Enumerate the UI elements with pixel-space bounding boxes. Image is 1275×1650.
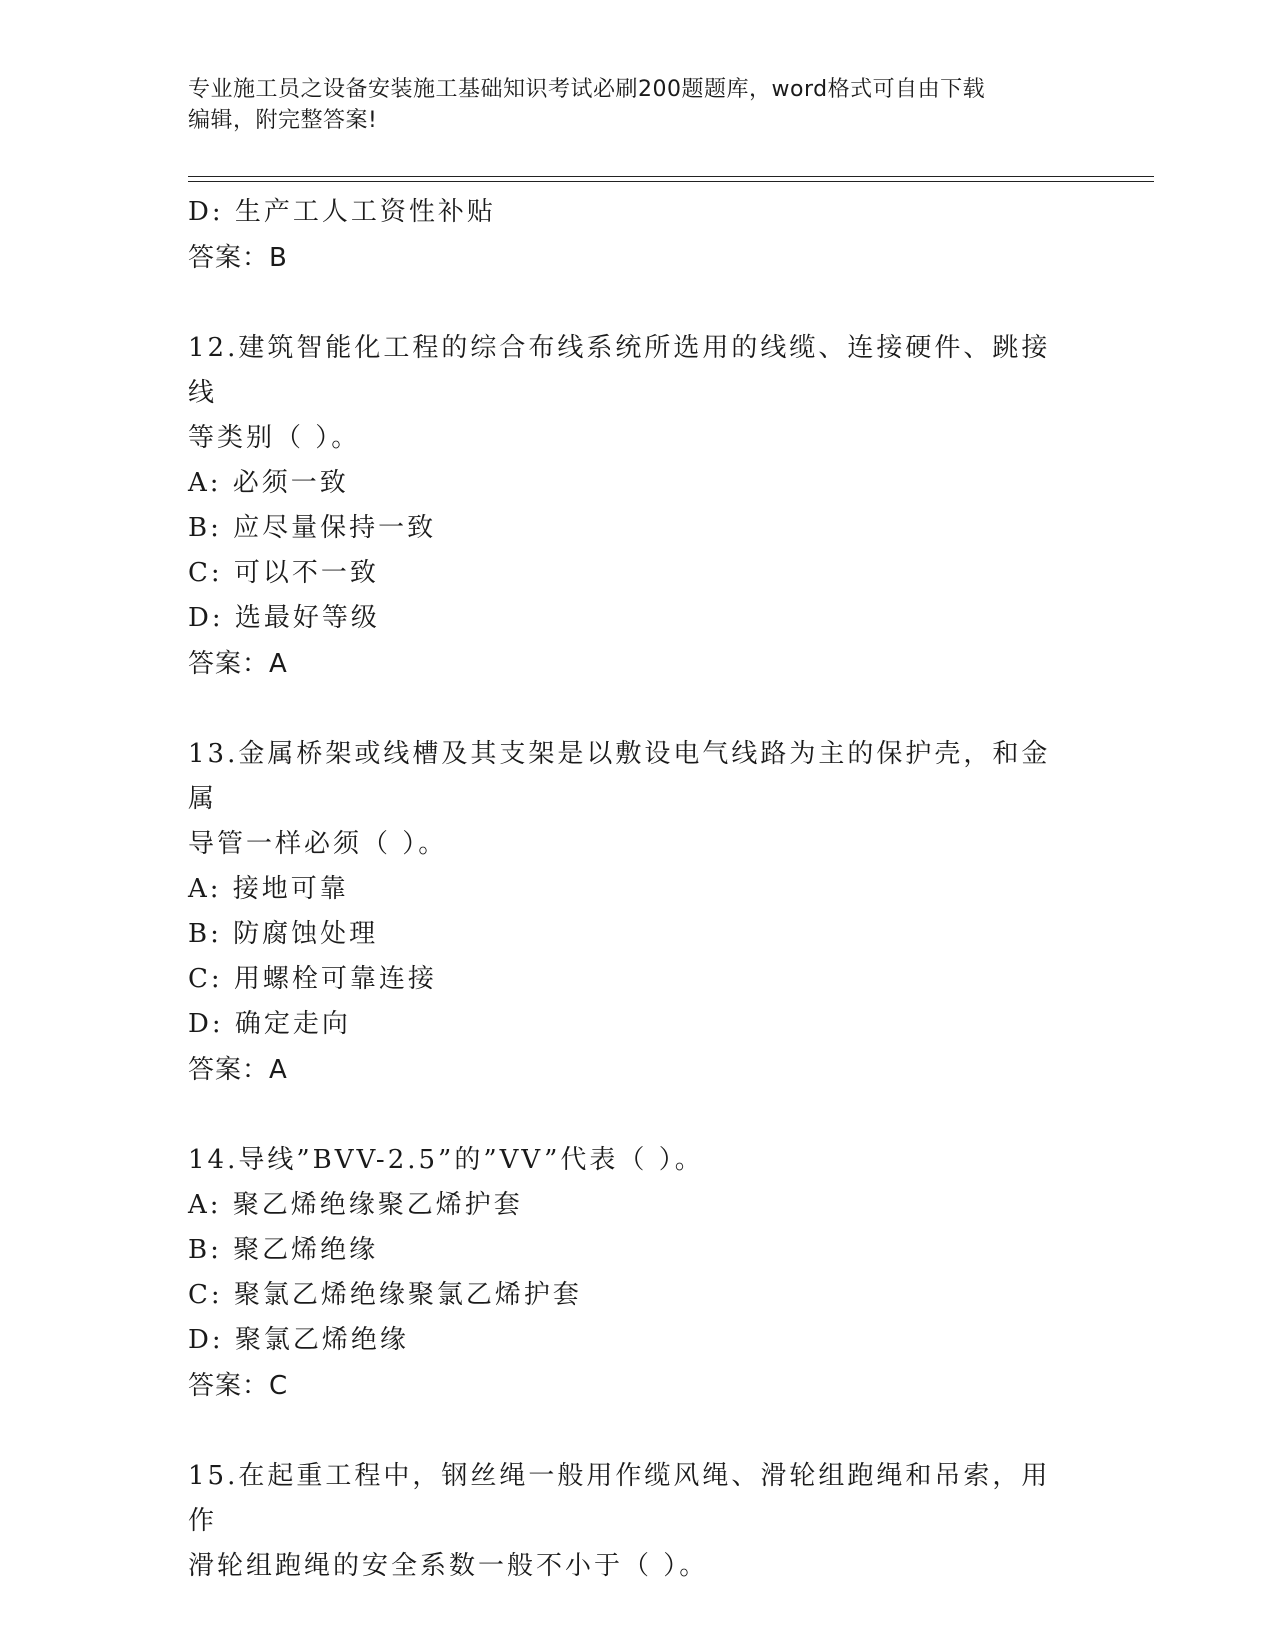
option-b: B: 应尽量保持一致: [188, 513, 437, 543]
header-line-1: 专业施工员之设备安装施工基础知识考试必刷200题题库，word格式可自由下载: [188, 77, 986, 102]
option-a: A: 必须一致: [188, 468, 349, 498]
header-rule-top: [188, 176, 1154, 177]
answer: 答案：A: [188, 649, 288, 679]
spacer: [188, 687, 1088, 732]
question-text-line: 等类别（ ）。: [188, 423, 361, 453]
prev-answer: 答案：B: [188, 243, 288, 273]
option-c: C: 聚氯乙烯绝缘聚氯乙烯护套: [188, 1280, 582, 1310]
header-rule-bottom: [188, 181, 1154, 182]
option-d: D: 确定走向: [188, 1009, 351, 1039]
question-12: [188, 326, 1088, 687]
option-d: D: 选最好等级: [188, 603, 380, 633]
question-text-line: 13.金属桥架或线槽及其支架是以敷设电气线路为主的保护壳，和金属: [188, 739, 1051, 814]
option-a: A: 聚乙烯绝缘聚乙烯护套: [188, 1190, 523, 1220]
question-text-line: 导管一样必须（ ）。: [188, 829, 448, 859]
answer: 答案：C: [188, 1371, 289, 1401]
question-text-line: 14.导线”BVV-2.5”的”VV”代表（ ）。: [188, 1145, 704, 1175]
question-text-line: 滑轮组跑绳的安全系数一般不小于（ ）。: [188, 1551, 709, 1581]
prev-option-d: D: 生产工人工资性补贴: [188, 197, 496, 227]
question-list: [188, 190, 1088, 1589]
document-header: [188, 74, 1088, 136]
header-line-2: 编辑，附完整答案!: [188, 108, 378, 133]
question-text-line: 12.建筑智能化工程的综合布线系统所选用的线缆、连接硬件、跳接线: [188, 333, 1051, 408]
option-c: C: 可以不一致: [188, 558, 379, 588]
option-c: C: 用螺栓可靠连接: [188, 964, 437, 994]
answer: 答案：A: [188, 1055, 288, 1085]
spacer: [188, 1409, 1088, 1454]
question-text-line: 15.在起重工程中，钢丝绳一般用作缆风绳、滑轮组跑绳和吊索，用作: [188, 1461, 1051, 1536]
question-13: [188, 732, 1088, 1093]
option-b: B: 防腐蚀处理: [188, 919, 379, 949]
option-d: D: 聚氯乙烯绝缘: [188, 1325, 409, 1355]
option-a: A: 接地可靠: [188, 874, 349, 904]
question-15: [188, 1454, 1088, 1589]
spacer: [188, 1093, 1088, 1138]
spacer: [188, 281, 1088, 326]
option-b: B: 聚乙烯绝缘: [188, 1235, 379, 1265]
question-14: [188, 1138, 1088, 1409]
